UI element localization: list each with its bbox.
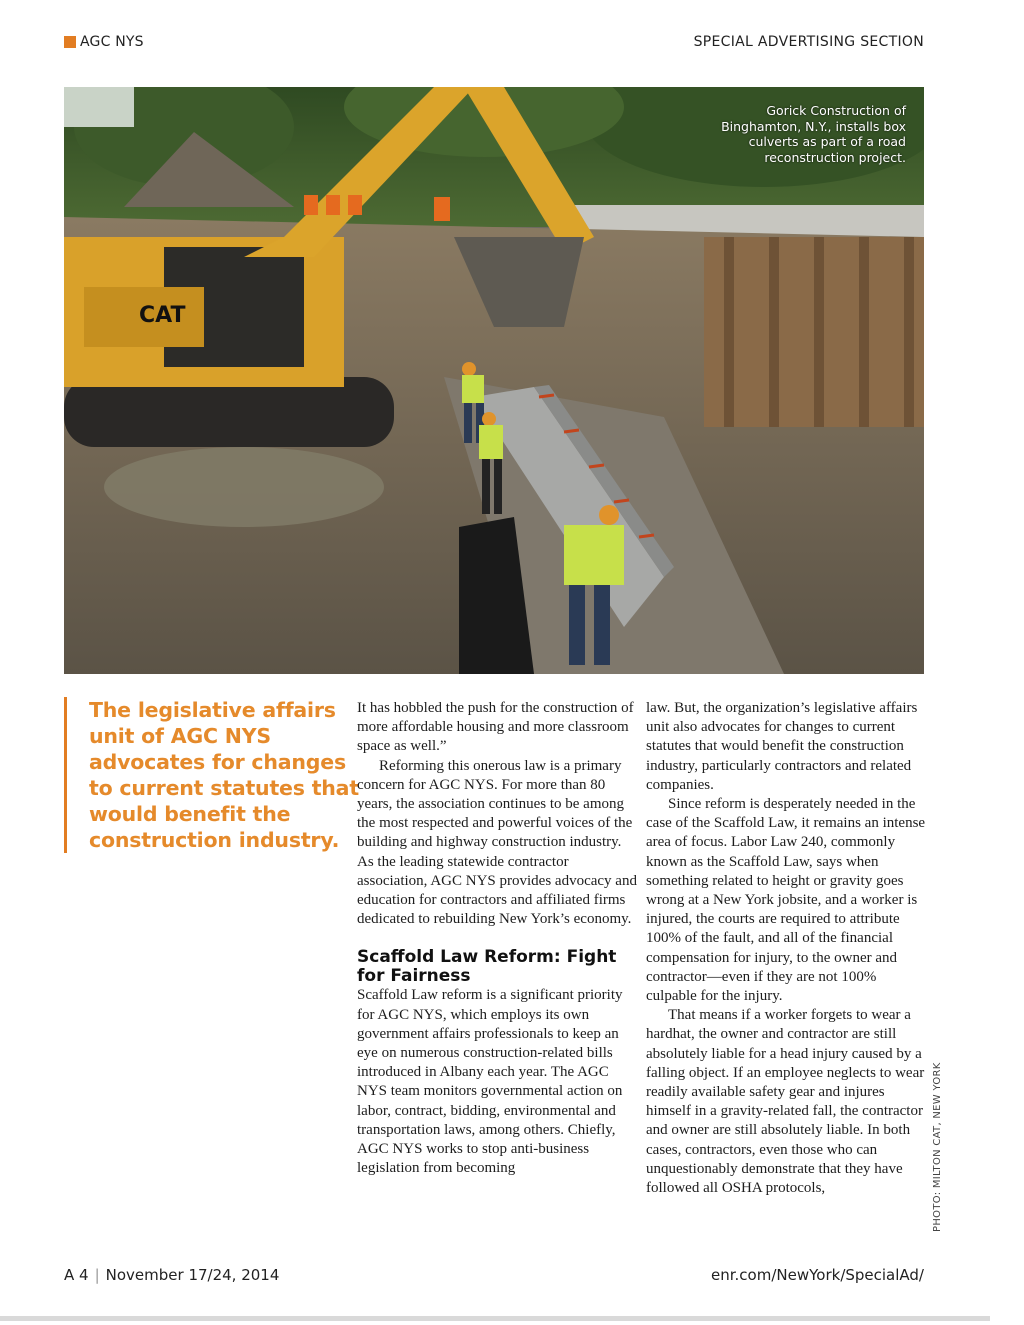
article-column-left (357, 699, 639, 1178)
photo-caption: Gorick Construction of Binghamton, N.Y., installs box culverts as part of a road reconstruction project. (721, 103, 906, 165)
photo-credit: PHOTO: MILTON CAT, NEW YORK (932, 1062, 943, 1232)
excavator-brand-text: CAT (139, 303, 186, 328)
section-label-text: AGC NYS (80, 34, 144, 50)
issue-date: November 17/24, 2014 (105, 1266, 280, 1284)
bottom-rule (0, 1316, 990, 1321)
paragraph: Reforming this onerous law is a primary concern for AGC NYS. For more than 80 years, the association continues to be among the most respected and powerful voices of the building and highway construction industry. As the leading statewide contractor association, AGC NYS provides advocacy and education for contractors and affiliated firms dedicated to rebuilding New York’s economy. (357, 757, 637, 928)
paragraph: law. But, the organization’s legislative affairs unit also advocates for changes to current statutes that would benefit the construction industry, particularly contractors and related companies. (646, 700, 918, 793)
page-footer-left (64, 1266, 279, 1284)
pull-quote: The legislative affairs unit of AGC NYS advocates for changes to current statutes that would benefit the construction industry. (64, 697, 359, 853)
paragraph: It has hobbled the push for the construction of more affordable housing and more classroom space as well.” (357, 700, 634, 755)
paragraph: Since reform is desperately needed in the case of the Scaffold Law, it remains an intense area of focus. Labor Law 240, commonly known as the Scaffold Law, says when something related to height or gravity goes wrong at a New York jobsite, and a worker is injured, the courts are required to attribute 100% of the fault, and all of the financial compensation for injury, to the owner and contractor—even if they are not 100% culpable for the injury. (646, 796, 926, 1005)
article-column-right (646, 699, 928, 1198)
paragraph: Scaffold Law reform is a significant priority for AGC NYS, which employs its own government affairs professionals to keep an eye on numerous construction-related bills introduced in Albany each year. The AGC NYS team monitors governmental action on labor, contract, bidding, environmental and transportation laws, among others. Chiefly, AGC NYS works to stop anti-business legislation from becoming (357, 987, 623, 1177)
section-marker-icon (64, 36, 76, 48)
construction-photo (64, 87, 924, 674)
section-subhead: Scaffold Law Reform: Fight for Fairness (357, 947, 617, 987)
section-label (64, 34, 144, 50)
special-section-label: SPECIAL ADVERTISING SECTION (693, 34, 924, 50)
construction-site-illustration (64, 87, 924, 674)
footer-separator: | (94, 1266, 100, 1284)
footer-url: enr.com/NewYork/SpecialAd/ (711, 1266, 924, 1284)
paragraph: That means if a worker forgets to wear a hardhat, the owner and contractor are still absolutely liable for a head injury caused by a falling object. If an employee neglects to wear readily available safety gear and injures himself in a gravity-related fall, the contractor and owner are still absolutely liable. In both cases, contractors, even those who can unquestionably demonstrate that they have followed all OSHA protocols, (646, 1007, 925, 1197)
page-number: A 4 (64, 1266, 89, 1284)
